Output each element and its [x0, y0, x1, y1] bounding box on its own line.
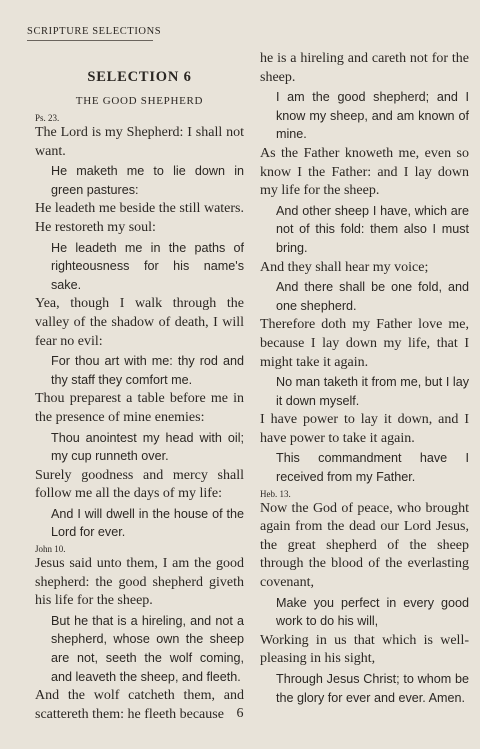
verse-line: He leadeth me beside the still waters. He restoreth my soul:	[35, 201, 244, 235]
scripture-reference: Heb. 13.	[260, 488, 291, 499]
scripture-reference: John 10.	[35, 544, 66, 555]
verse-line: Thou preparest a table before me in the presence of mine enemies:	[35, 391, 244, 425]
left-column	[35, 0, 244, 725]
verse-line: Yea, though I walk through the valley of the shadow of death, I will fear no evil:	[35, 296, 244, 349]
verse-response: Make you perfect in every good work to do his will,	[276, 595, 469, 629]
verse-response: I am the good shepherd; and I know my sheep, and am known of mine.	[276, 90, 469, 142]
verse-line: Working in us that which is well-pleasing in his sight,	[260, 632, 469, 667]
verse-line: And the wolf catcheth them, and scattereth them: he fleeth because	[35, 688, 244, 722]
verse-line: Jesus said unto them, I am the good shepherd: the good shepherd giveth his life for the sheep.	[35, 556, 244, 609]
verse-response: Thou anointest my head with oil; my cup runneth over.	[51, 430, 244, 464]
verse-response: This commandment have I received from my Father.	[276, 451, 469, 485]
verse-response: For thou art with me: thy rod and thy staff they comfort me.	[51, 354, 244, 387]
verse-line: And they shall hear my voice;	[260, 259, 429, 275]
verse-response: But he that is a hireling, and not a shepherd, whose own the sheep are not, seeth the wolf coming, and leaveth the sheep, and fleeth.	[51, 613, 244, 684]
verse-line: he is a hireling and careth not for the sheep.	[260, 51, 469, 85]
verse-response: He leadeth me in the paths of righteousness for his name's sake.	[51, 240, 244, 292]
verse-response: No man taketh it from me, but I lay it down myself.	[276, 375, 469, 408]
running-head: SCRIPTURE SELECTIONS	[27, 26, 162, 37]
right-column	[260, 0, 469, 708]
verse-line: I have power to lay it down, and I have power to take it again.	[260, 412, 469, 446]
left-column-body	[35, 113, 244, 724]
verse-line: Surely goodness and mercy shall follow me all the days of my life:	[35, 467, 244, 502]
verse-response: He maketh me to lie down in green pastures:	[51, 164, 244, 197]
verse-response: And there shall be one fold, and one shepherd.	[276, 280, 469, 313]
verse-line: The Lord is my Shepherd: I shall not want.	[35, 125, 244, 159]
selection-subtitle: THE GOOD SHEPHERD	[75, 95, 204, 107]
scripture-reference: Ps. 23.	[35, 113, 60, 123]
right-column-body	[260, 50, 469, 707]
verse-line: Therefore doth my Father love me, because I lay down my life, that I might take it again.	[260, 317, 469, 370]
selection-title: SELECTION 6	[87, 69, 192, 85]
verse-response: And other sheep I have, which are not of this fold: them also I must bring.	[276, 203, 469, 255]
verse-response: Through Jesus Christ; to whom be the glory for ever and ever. Amen.	[276, 672, 469, 705]
verse-line: As the Father knoweth me, even so know I the Father: and I lay down my life for the sheep.	[260, 145, 469, 199]
verse-response: And I will dwell in the house of the Lord for ever.	[51, 506, 244, 540]
page-number: 6	[236, 706, 244, 721]
verse-line: Now the God of peace, who brought again from the dead our Lord Jesus, the great shepherd of the sheep through the blood of the everlasting covenant,	[260, 500, 469, 591]
